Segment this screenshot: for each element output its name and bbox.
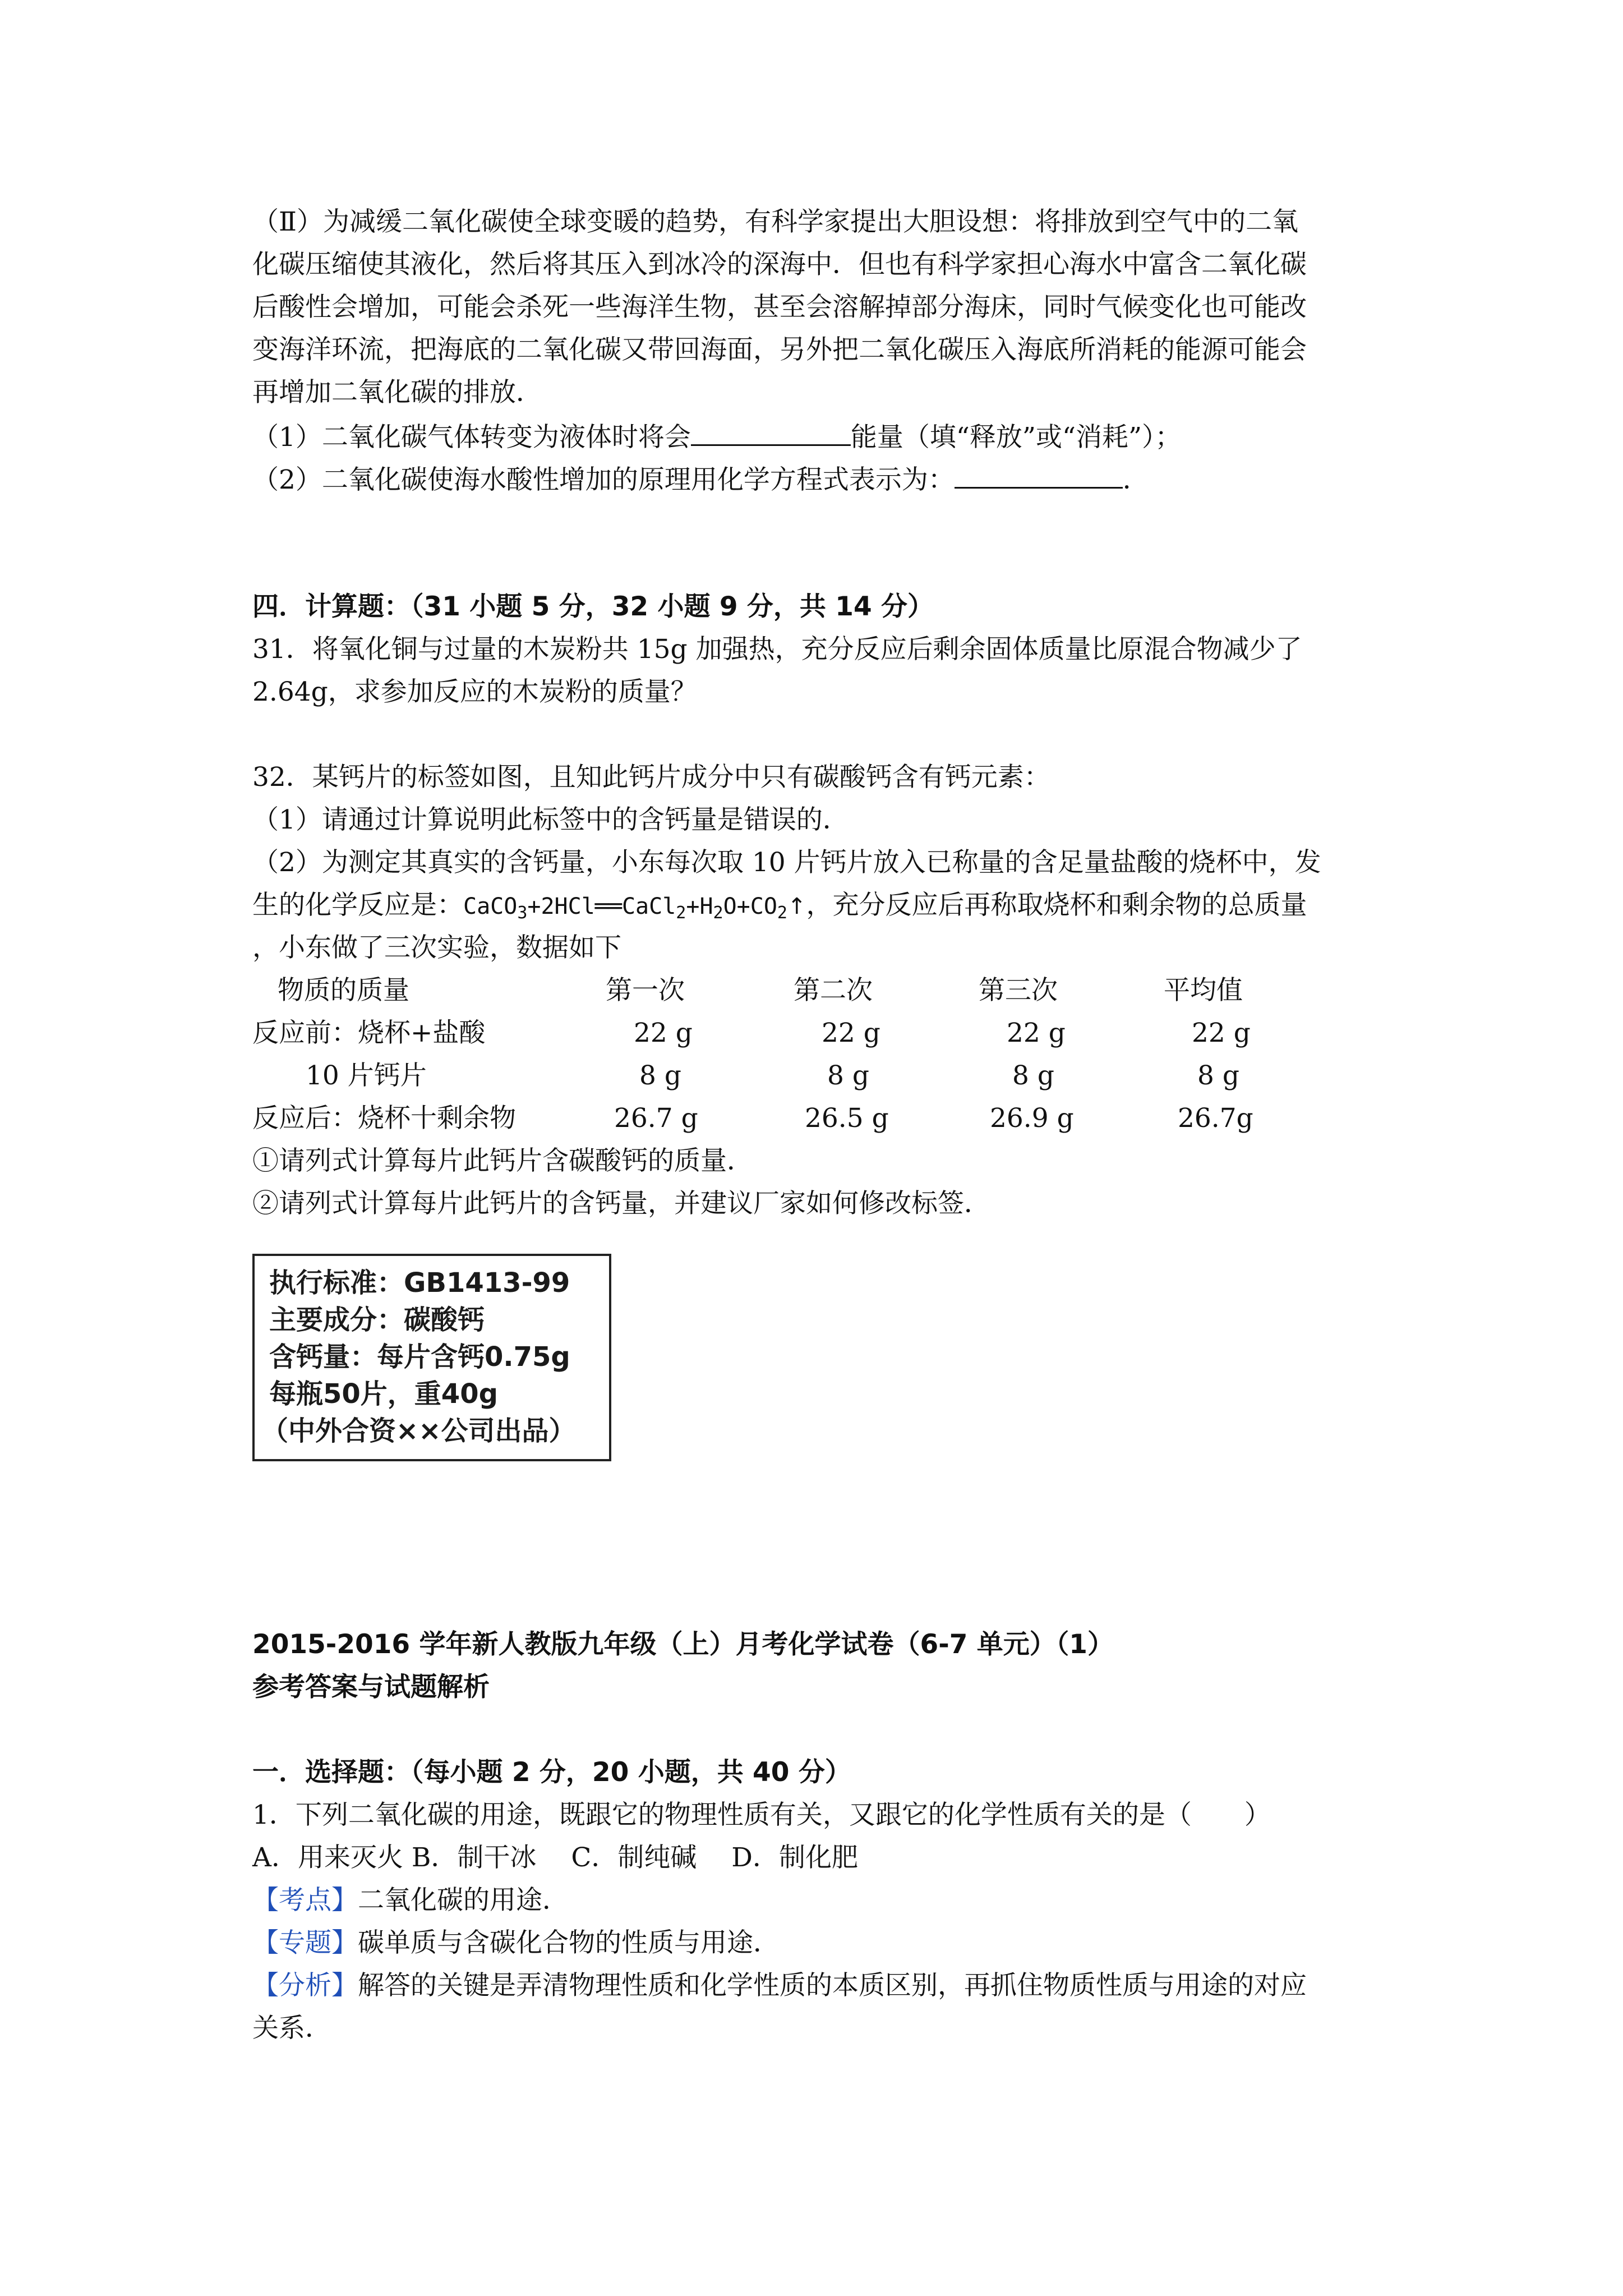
table-cell: 8 g <box>639 1060 681 1091</box>
table-header: 物质的质量 <box>278 975 409 1006</box>
table-row-label: 反应前：烧杯+盐酸 <box>252 1018 486 1048</box>
section-heading-choice: 一．选择题：（每小题 2 分，20 小题，共 40 分） <box>252 1757 851 1788</box>
ask-2: ②请列式计算每片此钙片的含钙量，并建议厂家如何修改标签． <box>252 1188 990 1219</box>
paragraph-line: 变海洋环流，把海底的二氧化碳又带回海面，另外把二氧化碳压入海底所消耗的能源可能会 <box>252 334 1307 365</box>
label-line: 执行标准：GB1413-99 <box>269 1267 570 1299</box>
table-row-label: 反应后：烧杯十剩余物 <box>252 1103 516 1134</box>
table-cell: 8 g <box>1012 1060 1054 1091</box>
table-cell: 8 g <box>827 1060 869 1091</box>
answer-blank-2[interactable] <box>955 464 1123 489</box>
q32-sub2-line3: ，小东做了三次实验，数据如下 <box>252 932 621 963</box>
table-cell: 22 g <box>1192 1018 1251 1048</box>
choice-options: A．用来灭火 B．制干冰 C．制纯碱 D．制化肥 <box>252 1842 858 1873</box>
section-heading-calc: 四．计算题：（31 小题 5 分，32 小题 9 分，共 14 分） <box>252 591 934 622</box>
zhuanti-tag: 【专题】 <box>252 1927 358 1958</box>
fenxi-line2: 关系． <box>252 2013 331 2044</box>
table-cell: 26.5 g <box>805 1103 889 1134</box>
answers-subtitle: 参考答案与试题解析 <box>252 1672 490 1703</box>
q32-sub1: （1）请通过计算说明此标签中的含钙量是错误的． <box>252 804 849 835</box>
question-2 <box>252 464 1149 493</box>
zhuanti-line <box>252 1927 780 1958</box>
table-header: 第二次 <box>794 975 873 1006</box>
calcium-tablet-label <box>252 1254 611 1461</box>
choice-question-1: 1．下列二氧化碳的用途，既跟它的物理性质有关，又跟它的化学性质有关的是（ ） <box>252 1800 1271 1830</box>
question-1-prefix: （1）二氧化碳气体转变为液体时将会 <box>252 422 691 453</box>
table-cell: 26.9 g <box>990 1103 1074 1134</box>
label-line: 主要成分：碳酸钙 <box>269 1304 485 1336</box>
question-2-prefix: （2）二氧化碳使海水酸性增加的原理用化学方程式表示为： <box>252 464 955 495</box>
kaodian-tag: 【考点】 <box>252 1885 358 1916</box>
table-header: 第三次 <box>979 975 1058 1006</box>
paragraph-line: 化碳压缩使其液化，然后将其压入到冰冷的深海中．但也有科学家担心海水中富含二氧化碳 <box>252 249 1307 280</box>
label-line: （中外合资××公司出品） <box>261 1415 576 1447</box>
table-header: 第一次 <box>606 975 685 1006</box>
fenxi-tag: 【分析】 <box>252 1970 358 2001</box>
equation-suffix: ，充分反应后再称取烧杯和剩余物的总质量 <box>806 890 1307 921</box>
label-line: 含钙量：每片含钙0.75g <box>269 1341 570 1373</box>
table-cell: 22 g <box>822 1018 880 1048</box>
equation-prefix: 生的化学反应是： <box>252 890 463 921</box>
kaodian-text: 二氧化碳的用途． <box>358 1885 569 1916</box>
label-line: 每瓶50片，重40g <box>269 1378 498 1410</box>
table-cell: 26.7 g <box>614 1103 698 1134</box>
kaodian-line <box>252 1885 569 1916</box>
answer-blank-1[interactable] <box>691 422 851 446</box>
fenxi-text: 解答的关键是弄清物理性质和化学性质的本质区别，再抓住物质性质与用途的对应 <box>358 1970 1307 2001</box>
q31-line2: 2.64g，求参加反应的木炭粉的质量？ <box>252 677 697 707</box>
chemical-equation: $CaCO_3+2HCl══CaCl_2+H_2O+CO_2↑$ <box>463 894 806 923</box>
q32-sub2-line1: （2）为测定其真实的含钙量，小东每次取 10 片钙片放入已称量的含足量盐酸的烧杯中，发 <box>252 847 1321 878</box>
question-1-suffix: 能量（填“释放”或“消耗”）； <box>850 422 1182 453</box>
paragraph-line: （Ⅱ）为减缓二氧化碳使全球变暖的趋势，有科学家提出大胆设想：将排放到空气中的二氧 <box>252 206 1298 237</box>
question-2-suffix: ． <box>1122 464 1149 495</box>
q32-equation-line <box>252 892 1307 922</box>
fenxi-line <box>252 1972 1307 1999</box>
q32-line1: 32．某钙片的标签如图，且知此钙片成分中只有碳酸钙含有钙元素： <box>252 762 1050 793</box>
zhuanti-text: 碳单质与含碳化合物的性质与用途． <box>358 1927 780 1958</box>
paragraph-line: 后酸性会增加，可能会杀死一些海洋生物，甚至会溶解掉部分海床，同时气候变化也可能改 <box>252 292 1307 323</box>
question-1 <box>252 422 1182 453</box>
table-header: 平均值 <box>1164 975 1243 1006</box>
paragraph-line: 再增加二氧化碳的排放． <box>252 377 542 408</box>
table-cell: 22 g <box>1007 1018 1066 1048</box>
table-row-label: 10 片钙片 <box>306 1060 427 1091</box>
table-cell: 22 g <box>634 1018 693 1048</box>
ask-1: ①请列式计算每片此钙片含碳酸钙的质量． <box>252 1145 753 1176</box>
table-cell: 8 g <box>1197 1060 1239 1091</box>
answers-title: 2015-2016 学年新人教版九年级（上）月考化学试卷（6-7 单元）（1） <box>252 1629 1114 1660</box>
q31-line1: 31．将氧化铜与过量的木炭粉共 15g 加强热，充分反应后剩余固体质量比原混合物减少了 <box>252 634 1302 665</box>
table-cell: 26.7g <box>1178 1103 1253 1134</box>
